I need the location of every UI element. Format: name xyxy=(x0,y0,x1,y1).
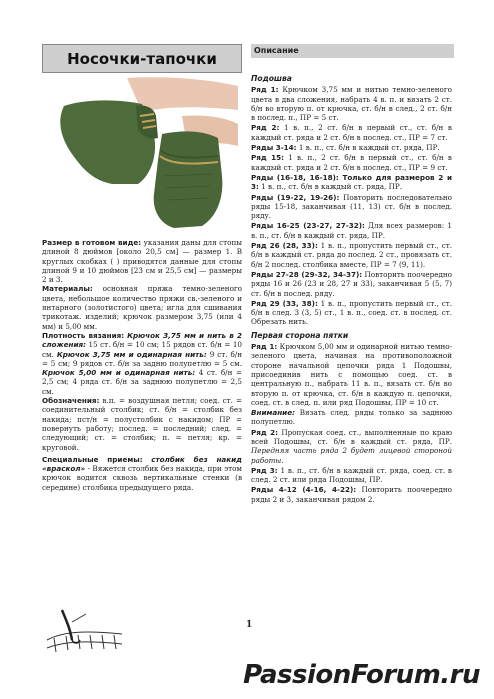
row-26: Ряд 26 (28, 33): 1 в. п., пропустить первый ст., ст. б/н в каждый ст. ряда до послед. 2 ст., провязать ст. б/н 2 послед. столбика вместе, ПР = 7 (9, 11). xyxy=(251,241,452,269)
page-number: 1 xyxy=(246,620,253,630)
heel-row-4-12: Ряды 4-12 (4-16, 4-22): Повторить поочередно ряды 2 и 3, заканчивая рядом 2. xyxy=(251,485,452,504)
abbr-label: Обозначения: xyxy=(42,396,100,406)
materials-paragraph xyxy=(42,284,242,330)
heel-title: Первая сторона пятки xyxy=(251,330,349,340)
stitch-diagram xyxy=(42,600,127,660)
sole-title: Подошва xyxy=(251,74,292,83)
row-15: Ряд 15: 1 в. п., 2 ст. б/н в первый ст., ст. б/н в каждый ст. ряда и 2 ст. б/н в послед. ст., ПР = 9 ст. xyxy=(251,153,452,172)
row-19-22: Ряды (19-22, 19-26): Повторить последовательно ряды 15-18, заканчивая (11, 13) ст. б/н в послед. ряду. xyxy=(251,192,452,221)
materials-text: основная пряжа темно-зеленого цвета, небольшое количество пряжи св.-зеленого и янтарного (золотистого) цвета; игла для сшивания трикотаж. изделий; крючок размером 3,75 (или 4 мм) и 5,00 мм. xyxy=(42,284,242,331)
density-hook-3: Крючок 5,00 мм и одинарная нить: xyxy=(42,368,196,378)
row-29: Ряд 29 (33, 38): 1 в. п., пропустить первый ст., ст. б/н в след. 3 (3, 5) ст., 1 в. п., соед. ст. в послед. ст. Обрезать нить. xyxy=(251,298,452,327)
density-hook-2: Крючок 3,75 мм и одинарная нить: xyxy=(56,349,207,359)
left-column-text xyxy=(42,238,242,492)
density-label: Плотность вязания: xyxy=(42,330,125,340)
description-header: Описание xyxy=(251,44,454,58)
watermark: PassionForum.ru xyxy=(243,660,480,690)
heel-note: Внимание: Вязать след. ряды только за заднюю полупетлю. xyxy=(251,408,452,427)
density-hook-1: Крючок 3,75 мм и нить в 2 сложения: xyxy=(42,330,242,350)
size-label: Размер в готовом виде: xyxy=(42,238,142,247)
row-27-28: Ряды 27-28 (29-32, 34-37): Повторить поочередно ряды 16 и 26 (23 и 28, 27 и 33), заканчивая 5 (5, 7) ст. б/н в послед. ряду. xyxy=(251,269,452,298)
size-paragraph xyxy=(42,238,242,284)
row-1: Ряд 1: Крючком 3,75 мм и нитью темно-зеленого цвета в два сложения, набрать 4 в. п. и вязать 2 ст. б/н во вторую п. от крючка, ст. б/н в след., 2 ст. б/н в послед. п., ПР = 5 ст. xyxy=(251,85,452,123)
row-3-14: Ряды 3-14: 1 в. п., ст. б/н в каждый ст. ряда, ПР. xyxy=(251,143,440,153)
abbr-text: в.п. = воздушная петля; соед. ст. = соединительный столбик; ст. б/н = столбик без накида; пст/н = полустолбик с накидом; ПР = повернуть работу; послед. = последний; след. = следующий; ст. = столбик; п. = петля; кр. = круговой. xyxy=(42,396,242,452)
abbr-paragraph xyxy=(42,396,242,452)
page-title: Носочки-тапочки xyxy=(42,44,242,73)
right-column-text xyxy=(251,70,452,505)
special-label: Специальные приемы: xyxy=(42,454,143,464)
row-16-18: Ряды (16-18, 16-18): Только для размеров 2 и 3: 1 в. п., ст. б/н в каждый ст. ряда, ПР. xyxy=(251,172,452,192)
special-name: столбик без накид «враскол» xyxy=(42,454,242,474)
heel-row-1: Ряд 1: Крючком 5,00 мм и одинарной нитью темно-зеленого цвета, начиная на противоположной стороне начальной цепочки ряда 1 Подошвы, присоединив нить с помощью соед. ст. в центральную п., набрать 11 в. п., вязать ст. б/н во вторую п. от крючка, ст. б/н в каждую п. цепочки, соед. ст. в след. п. или ряд Подошвы, ПР = 10 ст. xyxy=(251,342,452,407)
row-16-25: Ряды 16-25 (23-27, 27-32): Для всех размеров: 1 в. п., ст. б/н в каждый ст. ряда, ПР. xyxy=(251,221,452,240)
materials-label: Материалы: xyxy=(42,284,93,294)
heel-row-2: Ряд 2: Пропуская соед. ст., выполненные по краю всей Подошвы, ст. б/н в каждый ст. ряда, ПР. Передняя часть ряда 2 будет лицевой стороной работы. xyxy=(251,427,452,465)
socks-photo xyxy=(42,76,240,232)
size-text: указания даны для стопы длиной 8 дюймов [около 20,5 см] — размер 1. В круглых скобках ( ) приводятся данные для стопы длиной 9 и 10 дюймов [23 см и 25,5 см] — размеры 2 и 3. xyxy=(42,238,242,285)
heel-row-3: Ряд 3: 1 в. п., ст. б/н в каждый ст. ряда, соед. ст. в след. 2 ст. или ряда Подошвы, ПР. xyxy=(251,465,452,485)
special-text: - Вяжется столбик без накида, при этом крючок водится сквозь вертикальные стенки (в середине) столбика предыдущего ряда. xyxy=(42,464,242,492)
row-2: Ряд 2: 1 в. п., 2 ст. б/н в первый ст., ст. б/н в каждый ст. ряда и 2 ст. б/н в послед. ст., ПР = 7 ст. xyxy=(251,123,452,142)
density-paragraph: Плотность вязания: Крючок 3,75 мм и нить в 2 сложения: 15 ст. б/н = 10 см; 15 рядов ст. б/н = 10 см. Крючок 3,75 мм и одинарная нить: 9 ст. б/н = 5 см; 9 рядов ст. б/н за задню полупетлю = 5 см. Крючок 5,00 мм и одинарная нить: 4 ст. б/н = 2,5 см; 4 ряда ст. б/н за заднюю полупетлю = 2,5 см. xyxy=(42,330,242,396)
special-paragraph xyxy=(42,455,242,492)
